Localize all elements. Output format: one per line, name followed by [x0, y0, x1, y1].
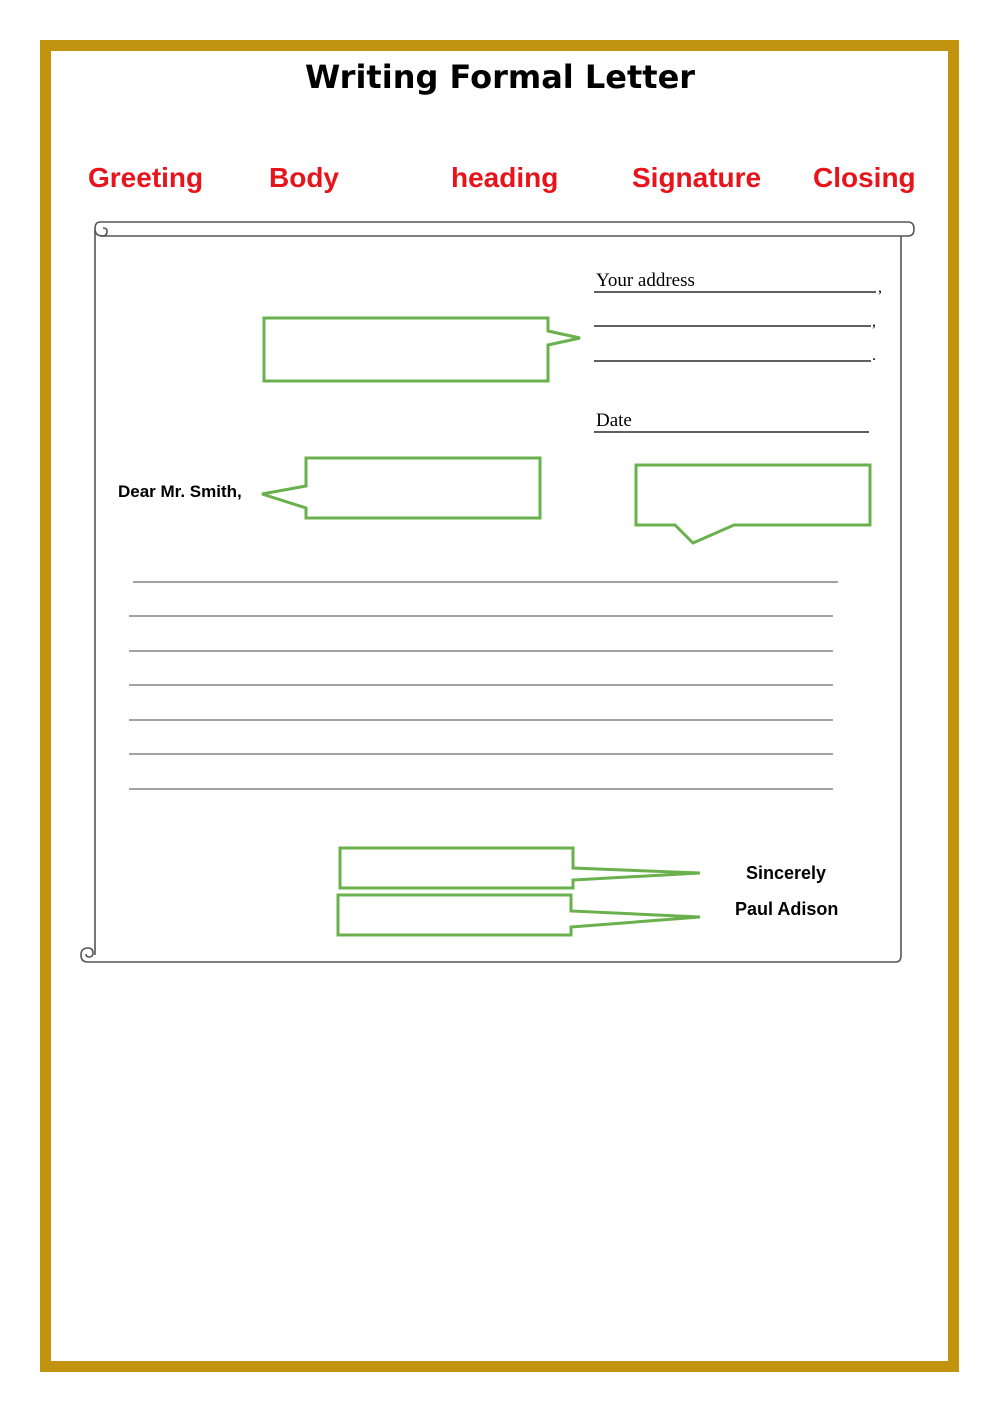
date-label: Date: [596, 410, 632, 431]
period-3: .: [872, 347, 876, 364]
word-signature[interactable]: Signature: [632, 162, 762, 193]
comma-1: ,: [878, 279, 882, 296]
body-drop-zone[interactable]: [638, 467, 868, 523]
greeting-drop-zone[interactable]: [308, 460, 538, 516]
signature-drop-zone[interactable]: [340, 897, 569, 933]
address-label: Your address: [596, 270, 695, 291]
closing-drop-zone[interactable]: [342, 850, 571, 886]
comma-2: ,: [872, 313, 876, 330]
word-heading[interactable]: heading: [451, 162, 559, 193]
salutation-text: Dear Mr. Smith,: [118, 482, 242, 501]
heading-drop-zone[interactable]: [266, 320, 546, 379]
closing-text: Sincerely: [746, 863, 827, 883]
signature-text: Paul Adison: [735, 899, 839, 919]
worksheet-title: Writing Formal Letter: [304, 58, 696, 96]
word-closing[interactable]: Closing: [813, 162, 916, 193]
word-body[interactable]: Body: [269, 162, 339, 193]
body-lines: [129, 582, 838, 789]
word-greeting[interactable]: Greeting: [88, 162, 204, 193]
heading-lines: [594, 292, 876, 432]
